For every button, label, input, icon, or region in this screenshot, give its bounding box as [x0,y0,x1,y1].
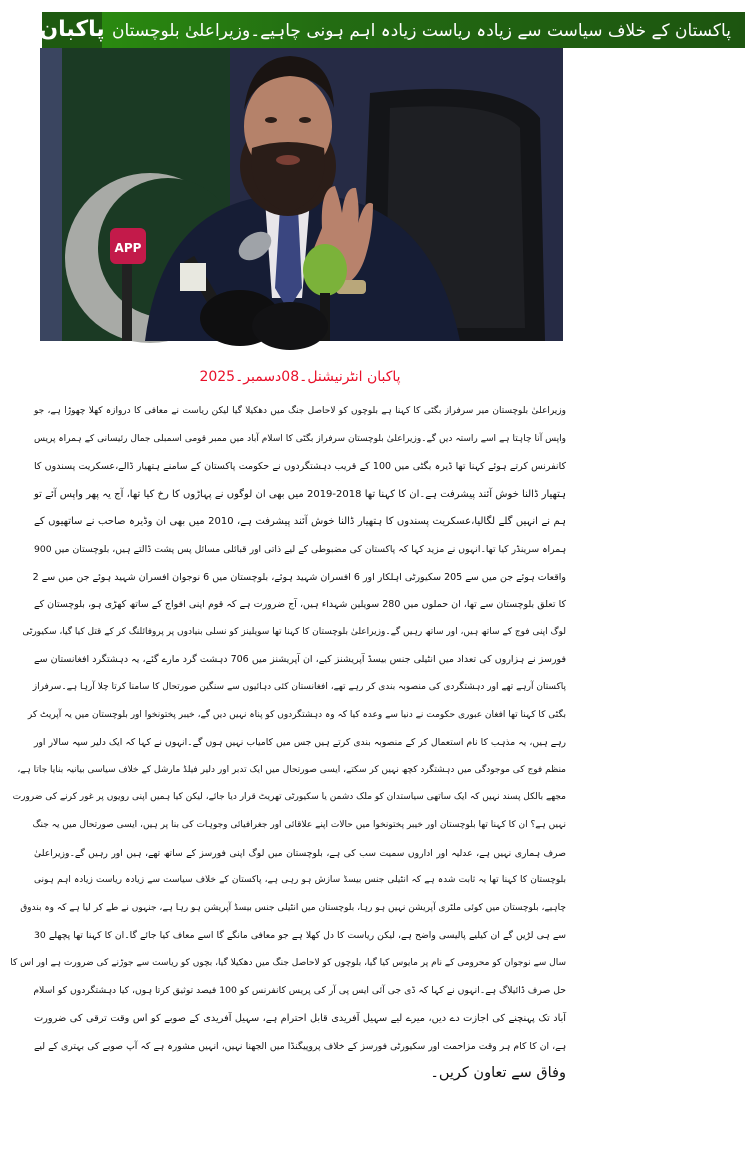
article-line-last: وفاق سے تعاون کریں۔ [430,1065,566,1082]
article-line: حل صرف ڈائیلاگ ہے۔انہوں نے کہا کہ ڈی جی آئی ایس پی آر کی پریس کانفرنس کو 100 فیصد توثیق کرتا ہوں، کیا دہشتگردوں کو اسلام [33,985,566,997]
article-line: ہتھیار ڈالنا خوش آئند پیشرفت ہے۔ان کا کہنا تھا 2018-2019 میں بھی ان لوگوں نے پہاڑوں کا رخ کیا تھا، آج یہ پھر واپس آئے تو [34,488,566,500]
headline-text: پاکستان کے خلاف سیاست سے زیادہ ریاست زیادہ اہم ہونی چاہیے۔وزیراعلیٰ بلوچستان [112,20,731,41]
article-line: ہم نے انہیں گلے لگالیا،عسکریت پسندوں کا ہتھیار ڈالنا خوش آئند پیشرفت ہے، 2010 میں بھی ان وڈیرہ صاحب نے ساتھیوں کے [34,516,566,528]
article-line: ہمراہ سرینڈر کیا تھا۔انہوں نے مزید کہا کہ پاکستان کی مضبوطی کے لیے ذاتی اور قبائلی مسائل پس پشت ڈالتے ہیں، بلوچستان میں 900 [34,543,566,555]
dateline [0,366,600,388]
article-line: صرف ہماری نہیں ہے، عدلیہ اور اداروں سمیت سب کی ہے، بلوچستان میں لوگ اپنی فورسز کے ساتھ تھے، ہیں اور رہیں گے۔وزیراعلیٰ [34,847,566,859]
article-line: مجھے بالکل پسند نہیں کہ ایک ساتھی سیاستدان کو ملک دشمن یا سکیورٹی تھریٹ قرار دیا جائے، لیکن کیا ہمیں اپنی رویوں پر غور کرنے کی ضرورت [12,792,566,803]
article-line: کانفرنس کرتے ہوئے کہنا تھا ڈیرہ بگٹی میں 100 کے قریب دہشتگردوں نے حکومت پاکستان کے سامنے ہتھیار ڈالے،عسکریت پسندوں کا [34,461,566,473]
article-line: فورسز نے ہزاروں کی تعداد میں انٹیلی جنس بیسڈ آپریشنز کیے، ان آپریشنز میں 706 دہشت گرد مارے گئے، یہ دہشتگرد افغانستان سے [34,654,566,666]
flag-edge [40,48,62,341]
article-line: واقعات ہوئے جن میں سے 205 سکیورٹی اہلکار اور 6 افسران شہید ہوئے، بلوچستان میں 6 نوجوان افسران شہید ہوئے جن میں سے 2 [32,571,566,583]
dateline-text: پاکبان انٹرنیشنل۔08دسمبر۔2025 [199,369,401,385]
mic-flag-white [180,263,206,291]
mouth [276,155,300,165]
article-line: واپس آنا چاہتا ہے اسے راستہ دیں گے۔وزیراعلیٰ بلوچستان سرفراز بگٹی کا اسلام آباد میں ممبر قومی اسمبلی جمال رئیسانی کے ہمراہ پریس [34,433,566,444]
article-line: کا تعلق بلوچستان سے تھا، ان حملوں میں 280 سویلین شہداء ہیں، آج ضرورت ہے کہ قوم اپنی افواج کے ساتھ کھڑی ہو، بلوچستان کے [34,599,567,611]
right-eye [299,117,311,123]
mic-logo-text: APP [114,241,142,255]
article-line: رہے ہیں، یہ مذہب کا نام استعمال کر کے منصوبہ بندی کرتے ہیں جس میں کامیاب نہیں ہوں گے۔انہوں نے کہا کہ ایک دلیر سپہ سالار اور [34,737,566,749]
site-logo-text: پاکبان [39,17,105,42]
article-line: منظم فوج کی موجودگی میں دہشتگرد کچھ نہیں کر سکتے، ایسی صورتحال میں ایک تدبر اور دلیر فیلڈ مارشل کے خلاف سیاسی بیانیہ بنایا جاتا ہے، [17,764,566,775]
headline-bar [102,12,745,48]
left-eye [265,117,277,123]
article-line: سے ہی لڑیں گے ان کیلیے پالیسی واضح ہے، لیکن ریاست کا دل کھلا ہے جو معافی مانگے گا اسے معاف کیا جائے گا۔ان کا کہنا تھا پچھلے 30 [34,930,566,942]
article-line: بلوچستان کا کہنا تھا یہ ثابت شدہ ہے کہ انٹیلی جنس بیسڈ سازش ہو رہی ہے، پاکستان کے خلاف سیاست سے زیادہ ریاست زیادہ اہم ہونی [34,875,566,886]
headline-banner [38,12,731,48]
article-line: ہے، ان کا کام ہر وقت مزاحمت اور سکیورٹی فورسز کے خلاف پروپیگنڈا میں الجھنا نہیں، انہیں مشورہ ہے کہ آپ صوبے کی بہتری کے لیے [34,1040,566,1052]
press-conference-photo-icon [40,48,563,341]
article-line: پاکستان آرہے تھے اور دہشتگردی کی منصوبہ بندی کر رہے تھے، افغانستان کئی دہائیوں سے سنگین صورتحال کا سامنا کرتا چلا آرہا ہے۔سرفراز [32,681,566,692]
mic-green [303,244,347,296]
mic-stand-1 [122,264,132,341]
article-line: آباد تک پہنچنے کی اجازت دے دیں، میرے لیے سہیل آفریدی قابل احترام ہے، سہیل آفریدی کے صوبے کو اس وقت ترقی کی ضرورت [34,1013,566,1025]
article-line: سال سے نوجوان کو محرومی کے نام پر مایوس کیا گیا، بلوچوں کو لاحاصل جنگ میں دھکیلا گیا، بچوں کو ریاست سے جوڑنے کی ضرورت ہے اور اس کا [10,957,566,968]
article-line: چاہیے، بلوچستان میں کوئی ملٹری آپریشن نہیں ہو رہا، بلوچستان میں انٹیلی جنس بیسڈ آپریشن ہو رہا ہے، جنہوں نے طے کر لیا ہے کہ وہ بندوق [20,902,566,913]
article-body [10,398,567,1088]
mic-cluster-2 [252,302,328,350]
article-line: بگٹی کا کہنا تھا افغان عبوری حکومت نے دنیا سے وعدہ کیا کہ وہ دہشتگردوں کو پناہ نہیں دیں گے، خیبر پختونخوا اور بلوچستان میں یہ آپریٹ کر [27,709,566,720]
article-photo [40,48,563,341]
site-logo[interactable] [38,12,105,48]
article-line: لوگ اپنی فوج کے ساتھ ہیں، اور ساتھ رہیں گے۔وزیراعلیٰ بلوچستان کا کہنا تھا سویلینز کو نسلی بنیادوں پر پروفائلنگ کر کے قتل کیا گیا، سکیورٹی [22,626,566,637]
article-line: نہیں ہے؟ ان کا کہنا تھا بلوچستان اور خیبر پختونخوا میں حالات اپنے علاقائی اور جغرافیائی وجوہات کی بنا پر ہیں، ایسی صورتحال میں یہ جنگ [32,819,566,830]
article-line: وزیراعلیٰ بلوچستان میر سرفراز بگٹی کا کہنا ہے بلوچوں کو لاحاصل جنگ میں دھکیلا گیا لیکن ریاست نے معافی کا دروازہ کھلا چھوڑا ہے، جو [34,406,566,416]
